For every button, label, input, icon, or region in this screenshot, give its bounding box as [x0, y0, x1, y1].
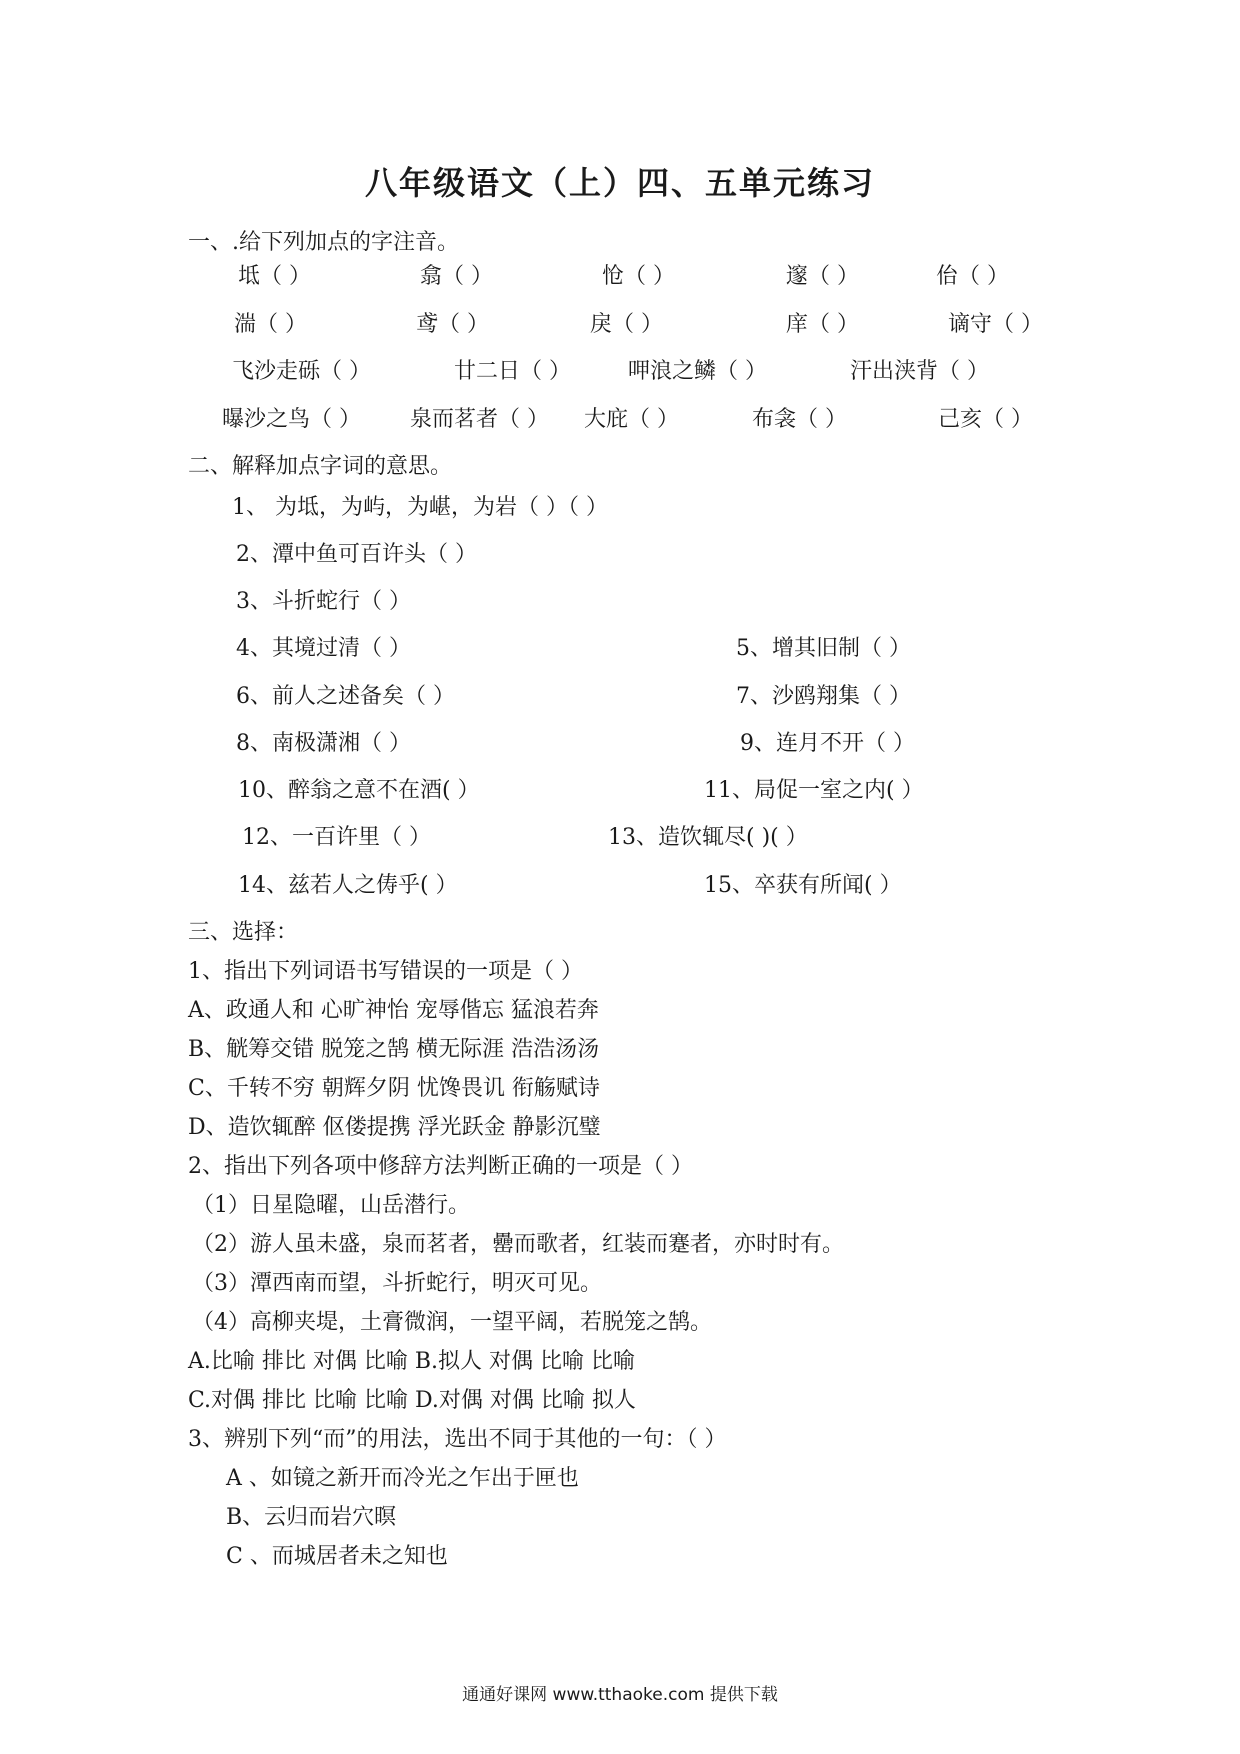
- definition-item: 14、兹若人之俦乎( ）: [238, 873, 458, 898]
- definition-item: 1、 为坻，为屿，为嵁，为岩（ ）（ ）: [232, 495, 608, 520]
- choice-option: A 、如镜之新开而冷光之乍出于匣也: [226, 1466, 579, 1491]
- definition-item: 11、局促一室之内( ）: [704, 778, 924, 803]
- choice-option: B、云归而岩穴暝: [226, 1505, 397, 1530]
- section3-heading: 三、选择：: [188, 920, 299, 945]
- definition-item: 7、沙鸥翔集（ ）: [736, 684, 911, 709]
- pinyin-item: 汗出浃背（ ）: [850, 359, 989, 384]
- pinyin-item: 邃（ ）: [786, 264, 859, 289]
- pinyin-item: 廿二日（ ）: [454, 359, 571, 384]
- section1-heading: 一、.给下列加点的字注音。: [188, 230, 459, 255]
- pinyin-item: 湍（ ）: [234, 312, 307, 337]
- pinyin-item: 戾（ ）: [590, 312, 663, 337]
- definition-item: 12、一百许里（ ）: [242, 825, 431, 850]
- pinyin-item: 呷浪之鳞（ ）: [628, 359, 767, 384]
- definition-item: 3、斗折蛇行（ ）: [236, 589, 411, 614]
- definition-item: 6、前人之述备矣（ ）: [236, 684, 455, 709]
- definition-item: 8、南极潇湘（ ）: [236, 731, 411, 756]
- question-stem: 1、指出下列词语书写错误的一项是（ ）: [188, 959, 583, 984]
- pinyin-item: 鸢（ ）: [416, 312, 489, 337]
- choice-option: A、政通人和 心旷神怡 宠辱偕忘 猛浪若奔: [188, 998, 599, 1023]
- pinyin-item: 谪守（ ）: [948, 312, 1043, 337]
- definition-item: 5、增其旧制（ ）: [736, 636, 911, 661]
- pinyin-item: 庠（ ）: [786, 312, 859, 337]
- definition-item: 9、连月不开（ ）: [740, 731, 915, 756]
- definition-item: 4、其境过清（ ）: [236, 636, 411, 661]
- page-title: 八年级语文（上）四、五单元练习: [364, 164, 875, 202]
- pinyin-item: 大庇（ ）: [584, 407, 679, 432]
- choice-option: C、千转不穷 朝辉夕阴 忧馋畏讥 衔觞赋诗: [188, 1076, 600, 1101]
- question-item: （3）潭西南而望，斗折蛇行，明灭可见。: [192, 1271, 602, 1296]
- pinyin-item: 飞沙走砾（ ）: [232, 359, 371, 384]
- choice-option: C 、而城居者未之知也: [226, 1544, 448, 1569]
- pinyin-item: 布衾（ ）: [752, 407, 847, 432]
- section2-heading: 二、解释加点字词的意思。: [188, 454, 453, 479]
- question-stem: 3、辨别下列“而”的用法，选出不同于其他的一句：（ ）: [188, 1427, 727, 1452]
- question-item: （4）高柳夹堤，土膏微润，一望平阔，若脱笼之鹄。: [192, 1310, 712, 1335]
- definition-item: 10、醉翁之意不在酒( ）: [238, 778, 480, 803]
- pinyin-item: 泉而茗者（ ）: [410, 407, 549, 432]
- pinyin-item: 怆（ ）: [602, 264, 675, 289]
- definition-item: 2、潭中鱼可百许头（ ）: [236, 542, 477, 567]
- question-item: （2）游人虽未盛，泉而茗者，罍而歌者，红装而蹇者，亦时时有。: [192, 1232, 844, 1257]
- definition-item: 13、造饮辄尽( )( ）: [608, 825, 808, 850]
- pinyin-item: 翕（ ）: [420, 264, 493, 289]
- question-stem: 2、指出下列各项中修辞方法判断正确的一项是（ ）: [188, 1154, 693, 1179]
- pinyin-item: 己亥（ ）: [938, 407, 1033, 432]
- question-item: （1）日星隐曜，山岳潜行。: [192, 1193, 470, 1218]
- pinyin-item: 佁（ ）: [936, 264, 1009, 289]
- choice-option: B、觥筹交错 脱笼之鹄 横无际涯 浩浩汤汤: [188, 1037, 600, 1062]
- choice-option: A.比喻 排比 对偶 比喻 B.拟人 对偶 比喻 比喻: [188, 1349, 635, 1374]
- choice-option: D、造饮辄醉 伛偻提携 浮光跃金 静影沉璧: [188, 1115, 601, 1140]
- page-footer: 通通好课网 www.tthaoke.com 提供下载: [462, 1685, 778, 1705]
- pinyin-item: 坻（ ）: [238, 264, 311, 289]
- definition-item: 15、卒获有所闻( ）: [704, 873, 902, 898]
- choice-option: C.对偶 排比 比喻 比喻 D.对偶 对偶 比喻 拟人: [188, 1388, 636, 1413]
- pinyin-item: 曝沙之鸟（ ）: [222, 407, 361, 432]
